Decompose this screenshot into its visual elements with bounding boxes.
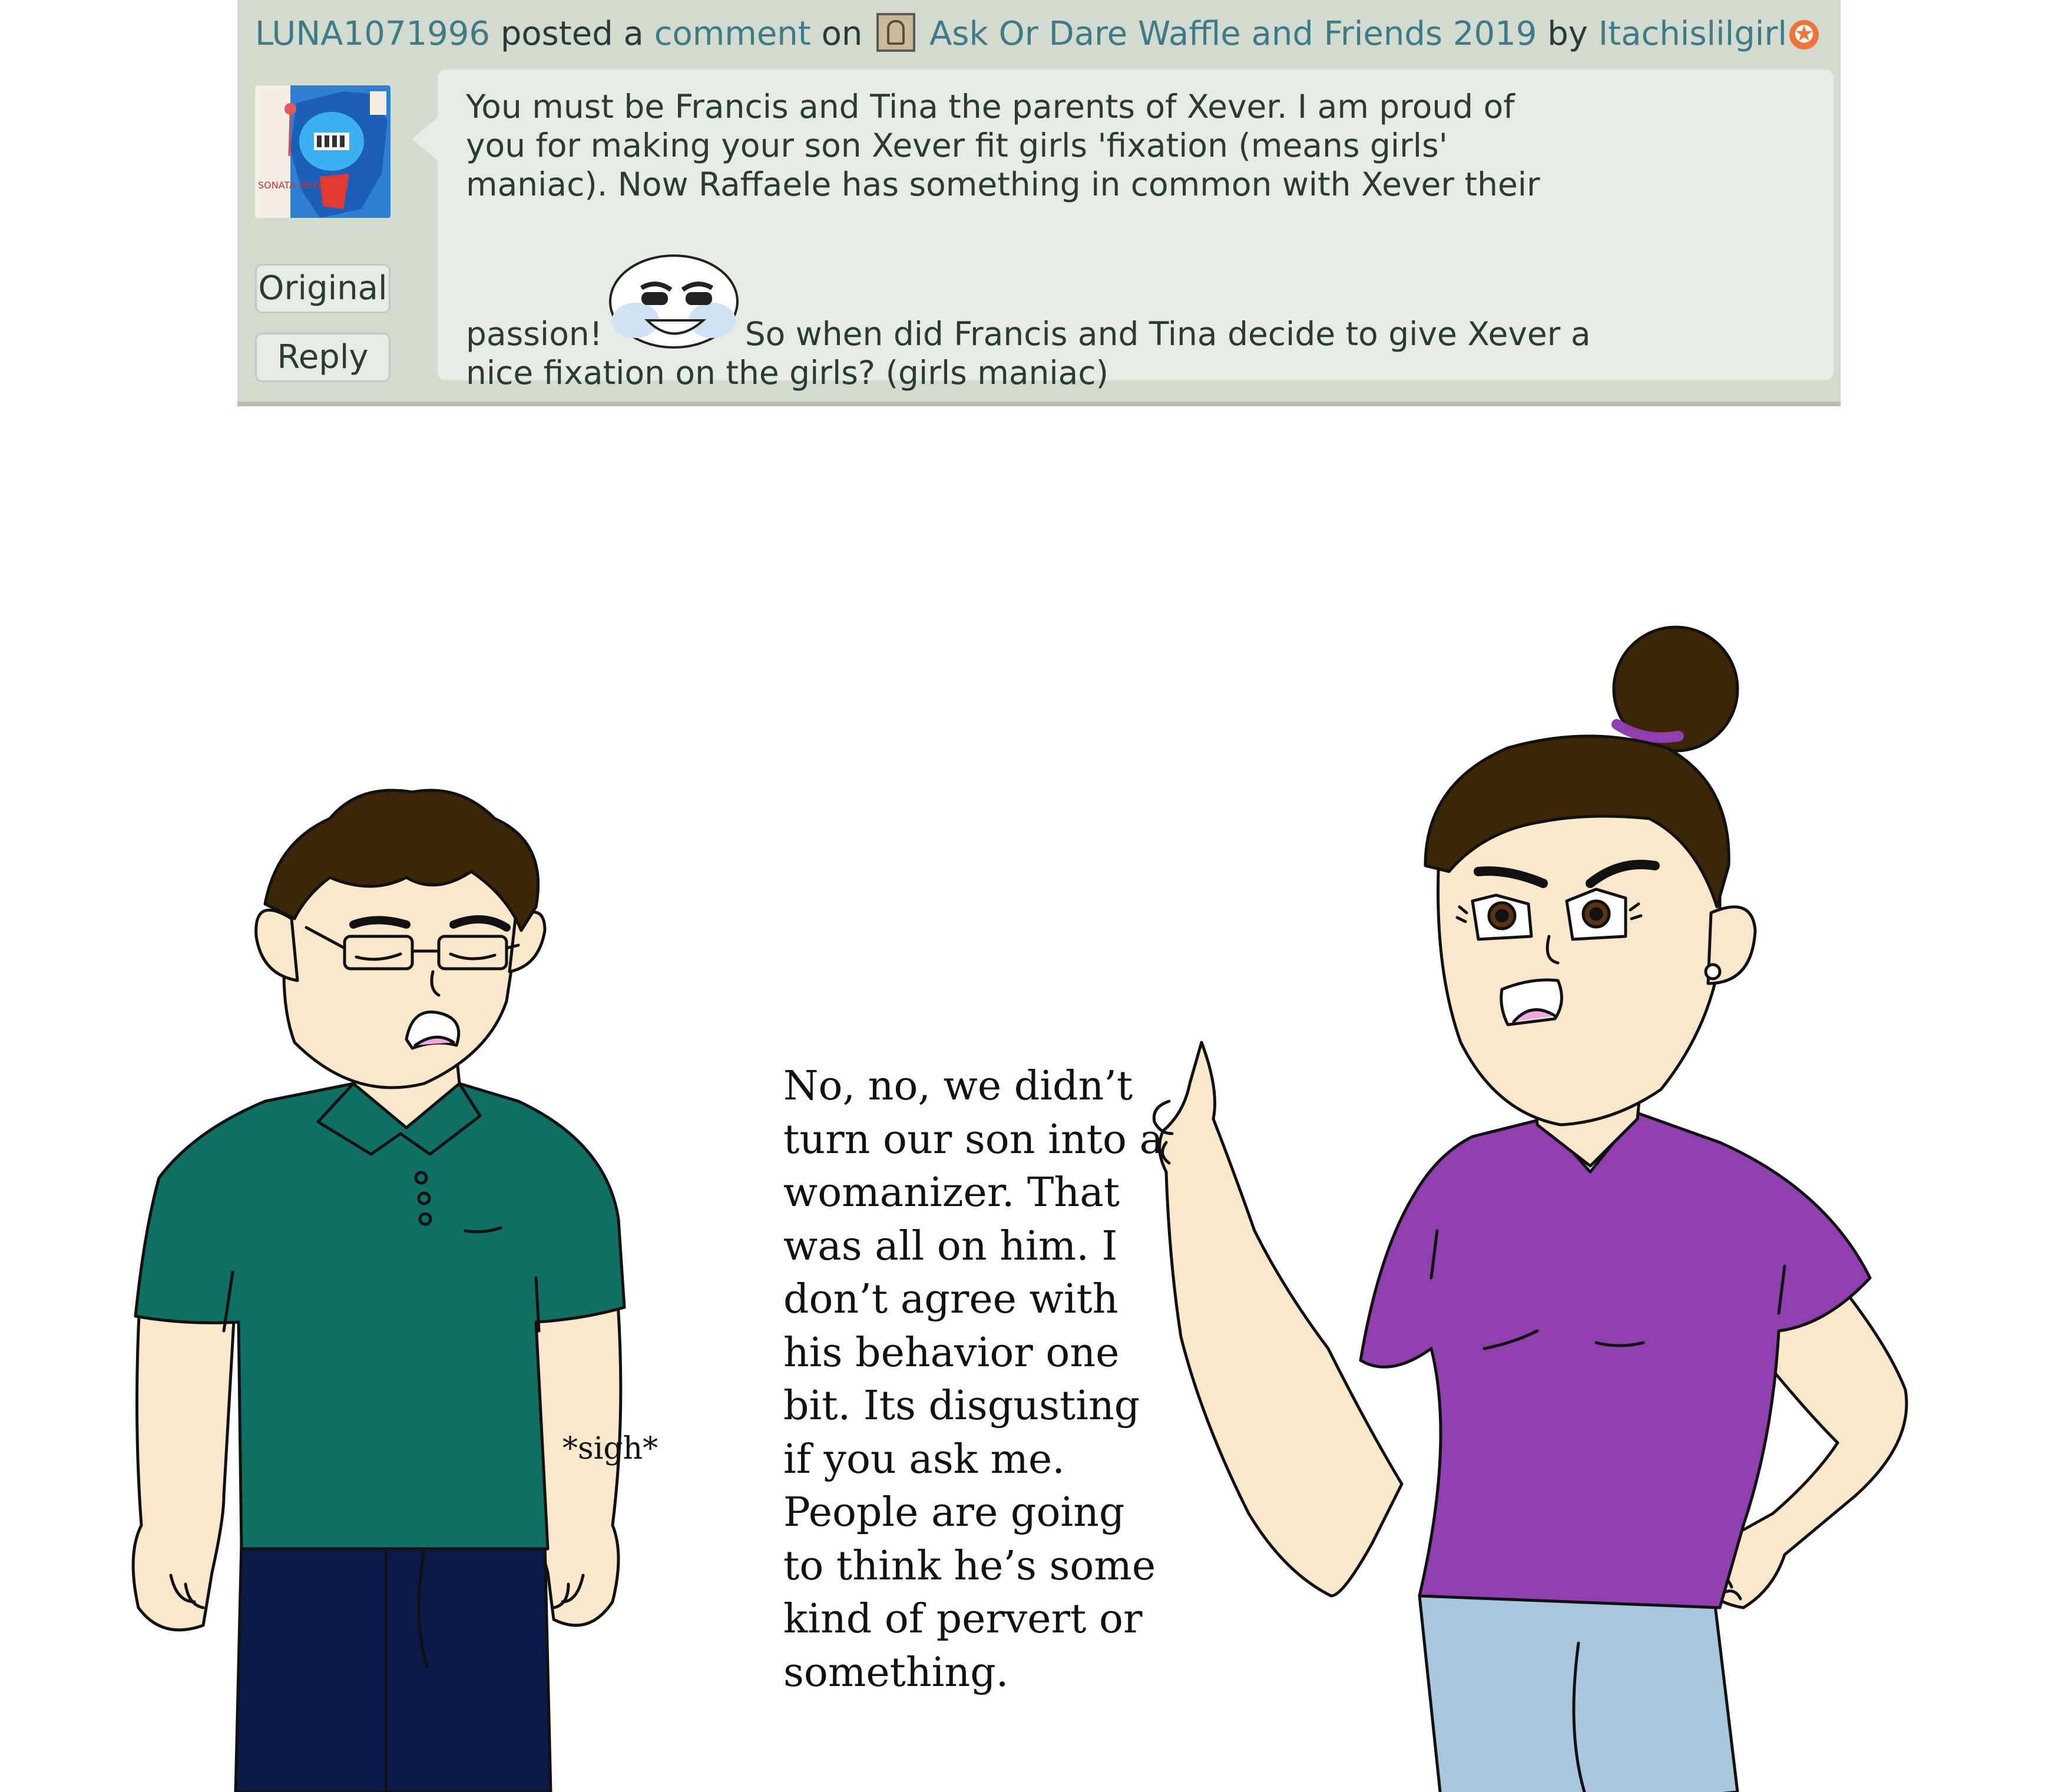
comment-body — [438, 69, 1834, 392]
comic-panel — [0, 406, 2065, 1792]
posted-text: posted a — [500, 15, 644, 53]
deviation-title-link[interactable]: Ask Or Dare Waffle and Friends 2019 — [929, 15, 1537, 53]
reply-button[interactable]: Reply — [255, 333, 391, 382]
on-text: on — [821, 15, 863, 53]
by-text: by — [1547, 15, 1588, 53]
deviation-thumbnail-icon[interactable] — [876, 13, 915, 52]
tina-figure — [1154, 627, 1907, 1792]
comment-line — [466, 250, 1805, 353]
comment-line: you for making your son Xever fit girls 'fixation (means girls' — [466, 127, 1448, 164]
username-link[interactable]: LUNA1071996 — [255, 15, 490, 53]
comment-link[interactable]: comment — [654, 15, 811, 53]
comment-line: You must be Francis and Tina the parents of Xever. I am proud of — [466, 88, 1515, 125]
author-link[interactable]: Itachislilgirl — [1598, 15, 1787, 53]
tina-speech-text: No, no, we didn’t turn our son into a womanizer. That was all on him. I don’t agree with his behavior one bit. Its disgusting if you ask me. People are going to think he’s some kind of pervert or something. — [783, 1063, 1164, 1696]
comment-line-part: passion! — [466, 315, 603, 353]
francis-figure — [133, 790, 624, 1792]
francis-sigh-text: *sigh* — [562, 1431, 658, 1466]
comment-line: nice fixation on the girls? (girls maniac) — [466, 354, 1109, 392]
comment-panel — [237, 0, 1841, 406]
comment-line: maniac). Now Raffaele has something in common with Xever their — [466, 165, 1540, 203]
comment-header — [255, 13, 1819, 54]
laughing-emote-icon — [600, 250, 747, 350]
avatar-caption: SONATA MEW — [258, 180, 322, 191]
original-button[interactable]: Original — [255, 264, 391, 313]
badge-icon: ✪ — [1789, 20, 1819, 49]
avatar[interactable] — [255, 85, 391, 218]
comment-line-part: So when did Francis and Tina decide to give Xever a — [744, 315, 1591, 353]
